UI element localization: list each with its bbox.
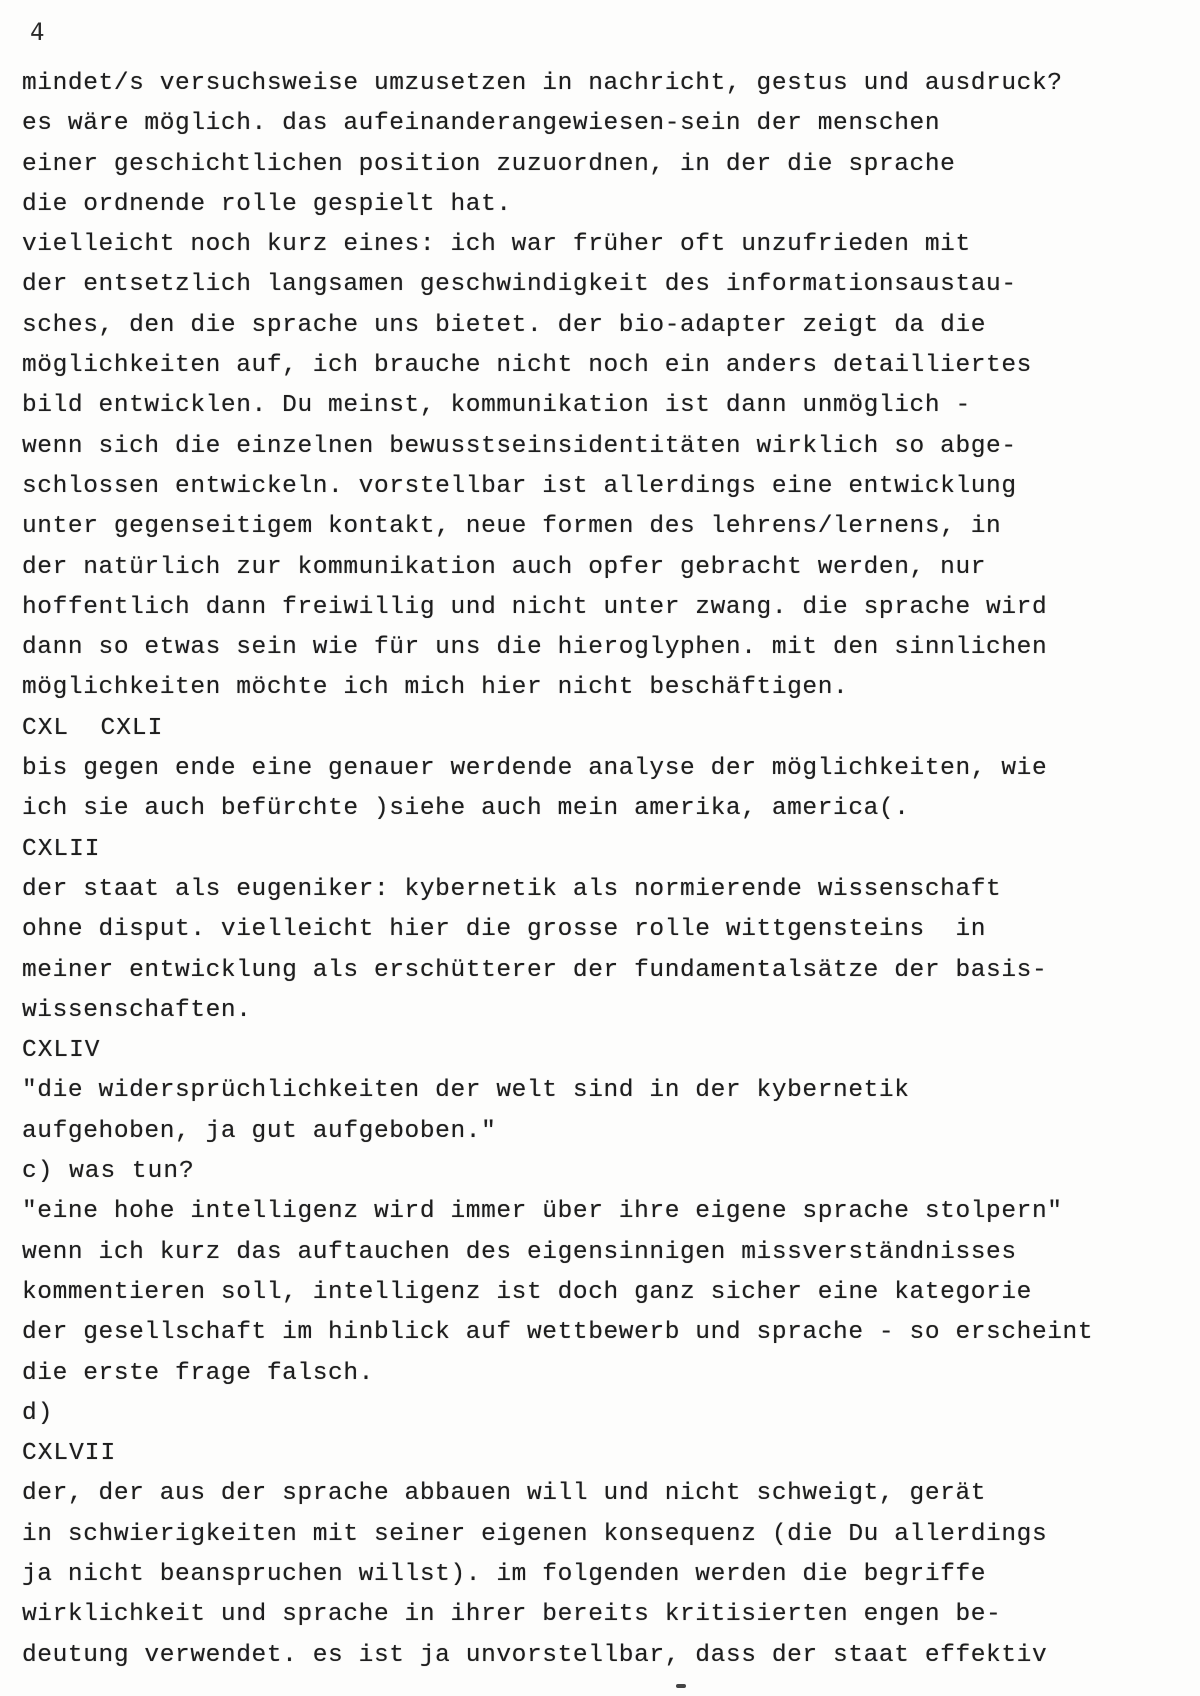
- text-line: bild entwicklen. Du meinst, kommunikation ist dann unmöglich -: [22, 392, 971, 420]
- text-line: kommentieren soll, intelligenz ist doch ganz sicher eine kategorie: [22, 1278, 1032, 1306]
- text-line: schlossen entwickeln. vorstellbar ist allerdings eine entwicklung: [22, 472, 1017, 500]
- text-line: deutung verwendet. es ist ja unvorstellbar, dass der staat effektiv: [22, 1641, 1048, 1669]
- text-line: ich sie auch befürchte )siehe auch mein amerika, america(.: [22, 795, 910, 823]
- text-line: der entsetzlich langsamen geschwindigkeit des informationsaustau-: [22, 271, 1017, 299]
- text-line: vielleicht noch kurz eines: ich war früher oft unzufrieden mit: [22, 231, 971, 259]
- section-heading: CXLII: [22, 835, 101, 863]
- body-text: [22, 64, 1182, 1676]
- text-line: in schwierigkeiten mit seiner eigenen konsequenz (die Du allerdings: [22, 1520, 1048, 1548]
- text-line: der staat als eugeniker: kybernetik als normierende wissenschaft: [22, 875, 1002, 903]
- text-line: möglichkeiten möchte ich mich hier nicht beschäftigen.: [22, 674, 849, 702]
- text-line: meiner entwicklung als erschütterer der fundamentalsätze der basis-: [22, 956, 1048, 984]
- text-line: der, der aus der sprache abbauen will und nicht schweigt, gerät: [22, 1480, 987, 1508]
- text-line: wenn sich die einzelnen bewusstseinsidentitäten wirklich so abge-: [22, 432, 1017, 460]
- ink-mark: [676, 1684, 686, 1688]
- text-line: aufgehoben, ja gut aufgeboben.": [22, 1117, 497, 1145]
- section-heading: d): [22, 1399, 54, 1427]
- text-line: sches, den die sprache uns bietet. der bio-adapter zeigt da die: [22, 311, 987, 339]
- page-number: 4: [30, 18, 45, 46]
- text-line: hoffentlich dann freiwillig und nicht unter zwang. die sprache wird: [22, 593, 1048, 621]
- text-line: es wäre möglich. das aufeinanderangewiesen-sein der menschen: [22, 110, 941, 138]
- text-line: der gesellschaft im hinblick auf wettbewerb und sprache - so erscheint: [22, 1319, 1094, 1347]
- text-line: wissenschaften.: [22, 996, 252, 1024]
- text-line: ja nicht beanspruchen willst). im folgenden werden die begriffe: [22, 1560, 987, 1588]
- text-line: wirklichkeit und sprache in ihrer bereits kritisierten engen be-: [22, 1601, 1002, 1629]
- text-line: "eine hohe intelligenz wird immer über ihre eigene sprache stolpern": [22, 1198, 1063, 1226]
- text-line: die ordnende rolle gespielt hat.: [22, 190, 512, 218]
- section-heading: CXLIV: [22, 1037, 101, 1065]
- text-line: mindet/s versuchsweise umzusetzen in nachricht, gestus und ausdruck?: [22, 70, 1063, 97]
- text-line: "die widersprüchlichkeiten der welt sind in der kybernetik: [22, 1077, 910, 1105]
- text-line: der natürlich zur kommunikation auch opfer gebracht werden, nur: [22, 553, 987, 581]
- section-heading: c) was tun?: [22, 1158, 195, 1186]
- text-line: die erste frage falsch.: [22, 1359, 374, 1387]
- text-line: wenn ich kurz das auftauchen des eigensinnigen missverständnisses: [22, 1238, 1017, 1266]
- text-line: unter gegenseitigem kontakt, neue formen des lehrens/lernens, in: [22, 513, 1002, 541]
- text-line: dann so etwas sein wie für uns die hieroglyphen. mit den sinnlichen: [22, 634, 1048, 662]
- text-line: bis gegen ende eine genauer werdende analyse der möglichkeiten, wie: [22, 755, 1048, 783]
- section-heading: CXL CXLI: [22, 714, 164, 742]
- text-line: möglichkeiten auf, ich brauche nicht noch ein anders detailliertes: [22, 352, 1032, 380]
- text-line: ohne disput. vielleicht hier die grosse rolle wittgensteins in: [22, 916, 987, 944]
- section-heading: CXLVII: [22, 1440, 117, 1468]
- text-line: einer geschichtlichen position zuzuordnen, in der die sprache: [22, 150, 956, 178]
